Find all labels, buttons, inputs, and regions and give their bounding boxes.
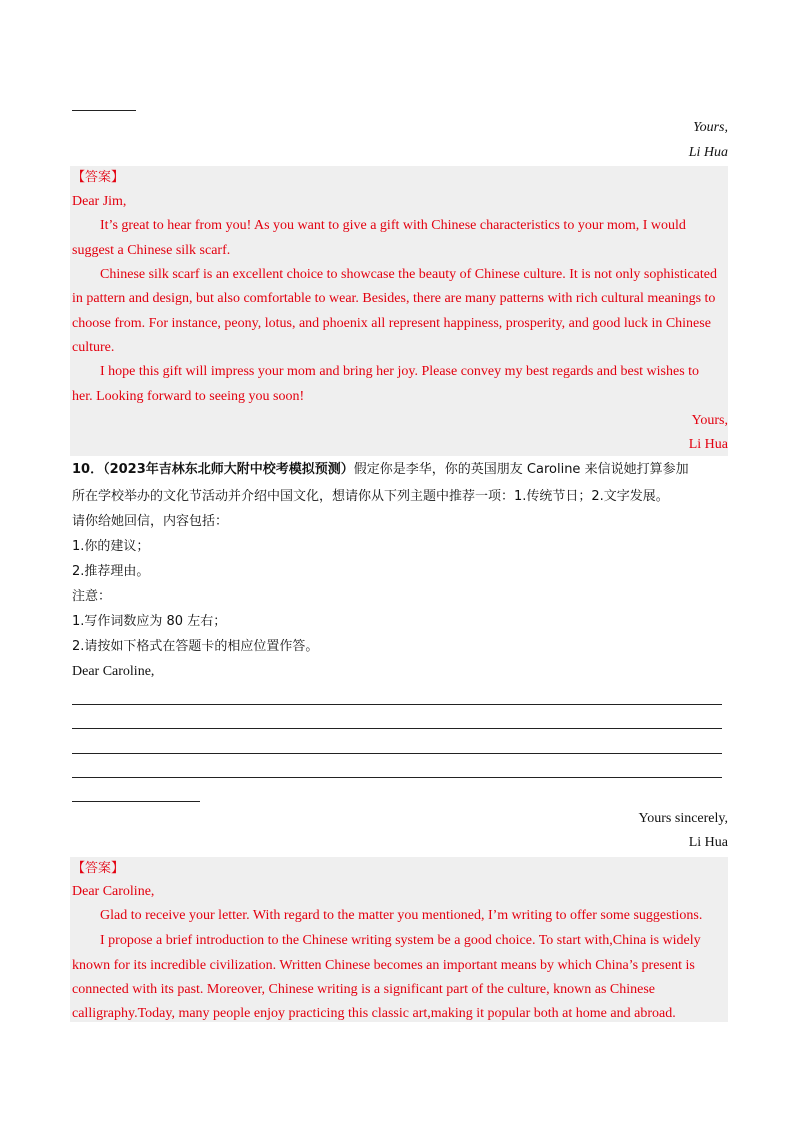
writing-line bbox=[72, 801, 200, 802]
question10-closing: Yours sincerely, bbox=[638, 811, 728, 826]
answer1-salutation: Dear Jim, bbox=[72, 194, 127, 209]
question10-source: （2023年吉林东北师大附中校考模拟预测） bbox=[103, 462, 354, 477]
answer1-line: in pattern and design, but also comfortable to wear. Besides, there are many patterns with rich cultural meanings to bbox=[72, 291, 716, 306]
answer2-line: connected with its past. Moreover, Chinese writing is a significant part of the culture, known as Chinese bbox=[72, 982, 656, 997]
writing-line bbox=[72, 777, 722, 778]
question10-prompt: 请你给她回信，内容包括： bbox=[72, 514, 229, 529]
writing-line bbox=[72, 704, 722, 705]
answer1-line: Chinese silk scarf is an excellent choice to showcase the beauty of Chinese culture. It is not only sophisticated bbox=[100, 267, 717, 282]
content-item: 2.推荐理由。 bbox=[72, 564, 150, 579]
answer2-line: I propose a brief introduction to the Chinese writing system be a good choice. To start with,China is widely bbox=[100, 933, 701, 948]
writing-line bbox=[72, 753, 722, 754]
answer1-closing: Yours, bbox=[691, 413, 728, 428]
question10-salutation: Dear Caroline, bbox=[72, 664, 155, 679]
answer2-salutation: Dear Caroline, bbox=[72, 884, 155, 899]
answer1-line: suggest a Chinese silk scarf. bbox=[72, 243, 231, 258]
answer1-line: culture. bbox=[72, 340, 115, 355]
content-item: 1.你的建议； bbox=[72, 539, 150, 554]
writing-line bbox=[72, 728, 722, 729]
answer1-block bbox=[70, 166, 728, 456]
answer2-line: calligraphy.Today, many people enjoy practicing this classic art,making it popular both at home and abroad. bbox=[72, 1006, 676, 1021]
answer2-line: known for its incredible civilization. Written Chinese becomes an important means by which China’s present is bbox=[72, 958, 695, 973]
answer1-line: It’s great to hear from you! As you want to give a gift with Chinese characteristics to your mom, I would bbox=[100, 218, 686, 233]
answer1-line: I hope this gift will impress your mom and bring her joy. Please convey my best regards and best wishes to bbox=[100, 364, 700, 379]
question10-heading bbox=[72, 458, 689, 482]
question10-prompt: 所在学校举办的文化节活动并介绍中国文化，想请你从下列主题中推荐一项：1.传统节日；2.文字发展。 bbox=[72, 489, 669, 504]
note-item: 2.请按如下格式在答题卡的相应位置作答。 bbox=[72, 639, 319, 654]
question10-number: 10． bbox=[72, 462, 104, 477]
question10-prompt: 假定你是李华，你的英国朋友 Caroline 来信说她打算参加 bbox=[353, 462, 689, 477]
answer1-line: choose from. For instance, peony, lotus, and phoenix all represent happiness, prosperity, and good luck in Chinese bbox=[72, 316, 711, 331]
answer1-tag: 【答案】 bbox=[72, 170, 125, 185]
answer-blank-line bbox=[72, 110, 136, 111]
answer1-line: her. Looking forward to seeing you soon! bbox=[72, 389, 305, 404]
notes-label: 注意： bbox=[72, 589, 112, 604]
answer1-signature: Li Hua bbox=[688, 437, 728, 452]
answer2-line: Glad to receive your letter. With regard to the matter you mentioned, I’m writing to offer some suggestions. bbox=[100, 908, 703, 923]
letter1-signature: Li Hua bbox=[688, 145, 728, 160]
letter1-closing: Yours, bbox=[693, 120, 728, 135]
question10-signature: Li Hua bbox=[688, 835, 728, 850]
note-item: 1.写作词数应为 80 左右； bbox=[72, 614, 227, 629]
answer2-tag: 【答案】 bbox=[72, 861, 125, 876]
